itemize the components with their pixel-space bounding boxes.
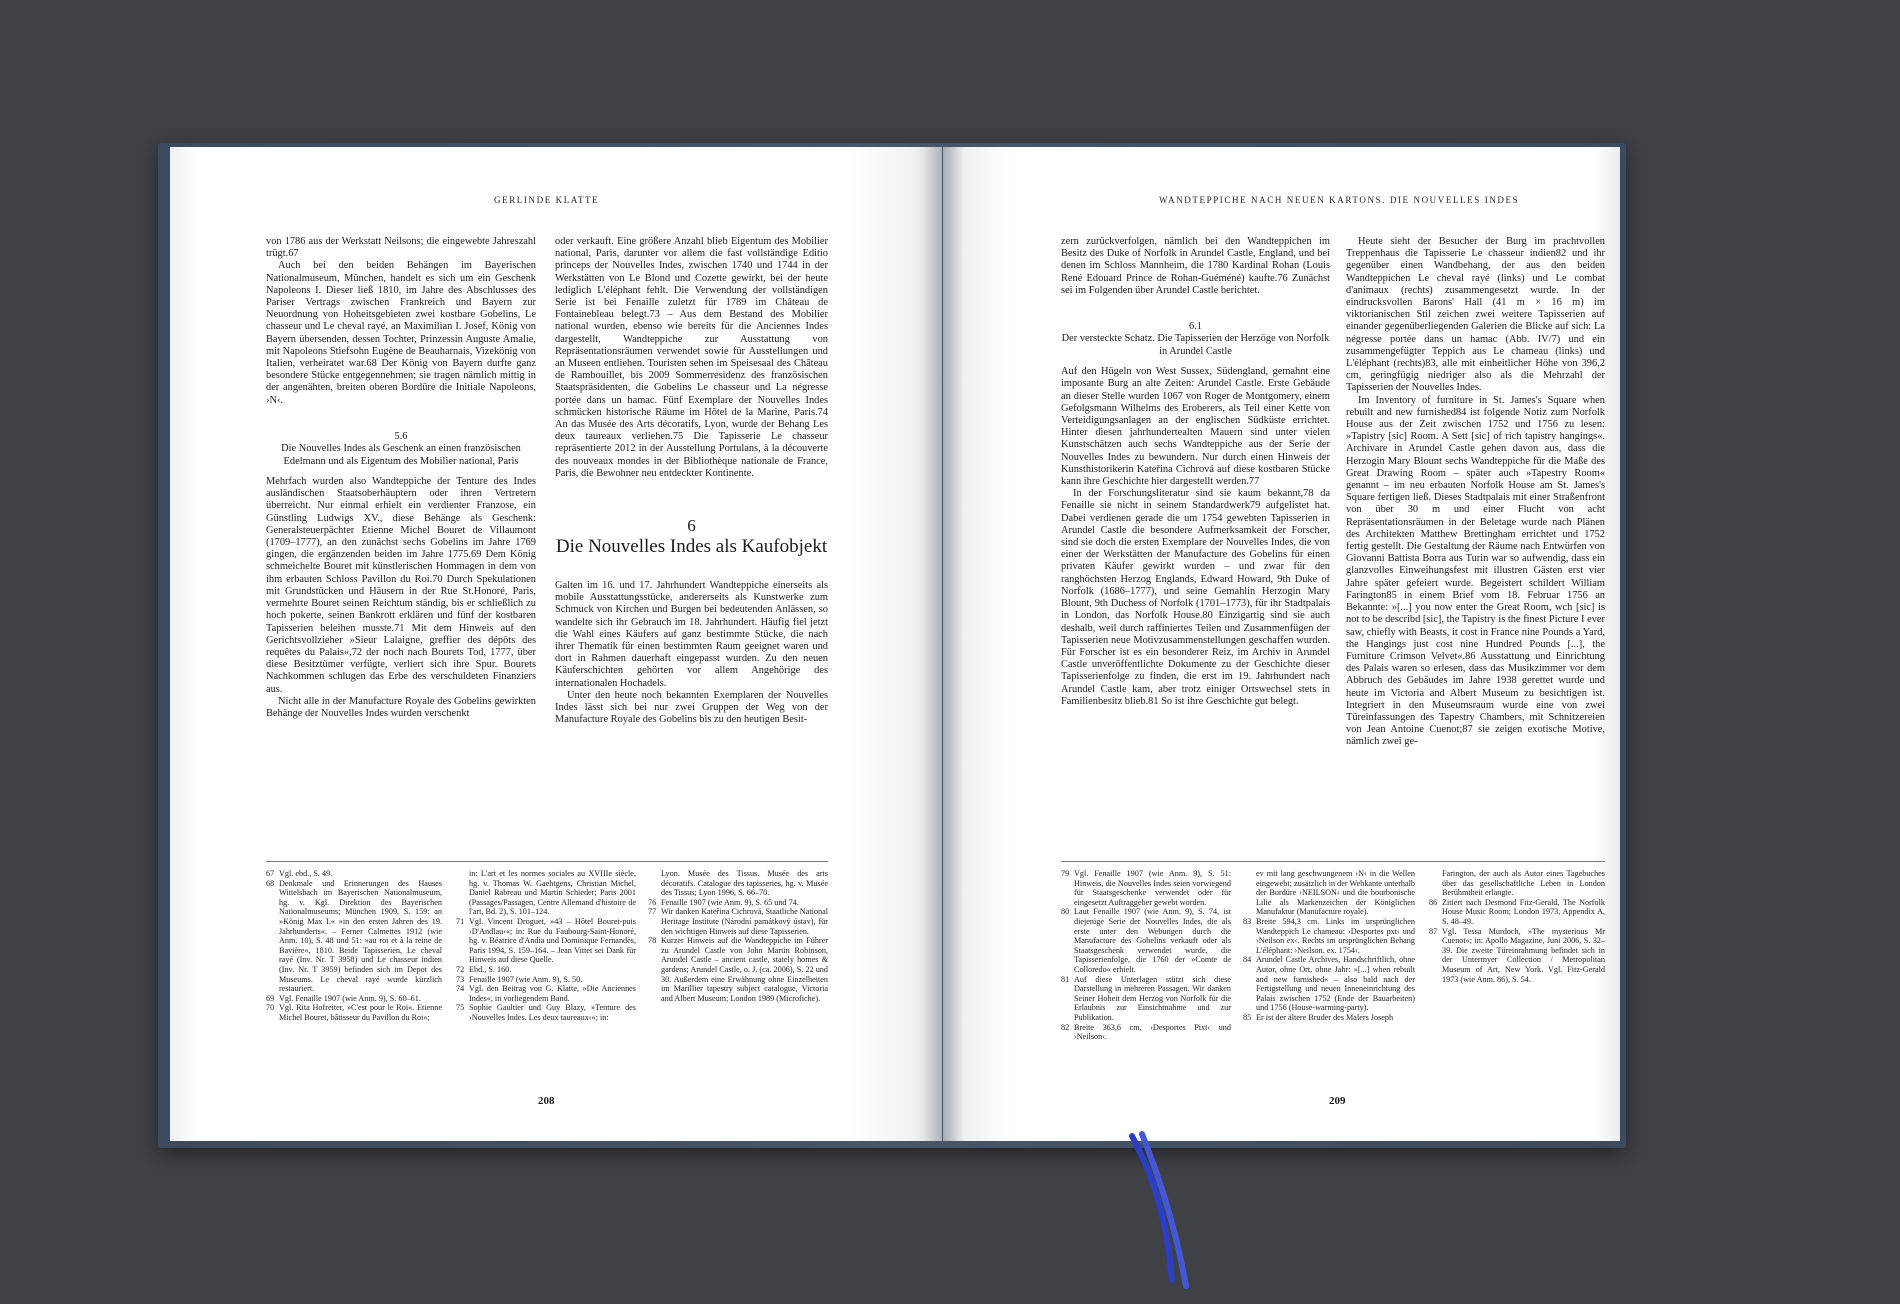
- chapter-title: Die Nouvelles Indes als Kaufobjekt: [555, 536, 828, 558]
- section-title: Der versteckte Schatz. Die Tapisserien der Herzöge von Norfolk in Arundel Castle: [1061, 333, 1330, 357]
- paragraph: Im Inventory of furniture in St. James's Square when rebuilt and new furnished84 ist folgende Notiz zum Norfolk House aus der Zeit zwischen 1752 und 1756 zu lesen: »Tapistry [sic] Room. A Sett [sic] of rich tapistry hangings«. Archivare in Arundel Castle gehen davon aus, dass die Herzogin Mary Blount sechs Wandteppiche für die Maße des Great Drawing Room – später auch »Tapestry Room« genannt – im neu erbauten Norfolk House am St. James's Square fertigen ließ. Dieses Stadtpalais mit einer Straßenfront von über 30 m und einer Flucht von acht Repräsentationsräumen in der Beletage wurde nach Plänen des Architekten Matthew Brettingham errichtet und 1752 fertig gestellt. Die Gestaltung der Räume nach Entwürfen von Giovanni Battista Borra aus Turin war so aufwendig, dass ein glanzvolles Einweihungsfest mit illustren Gästen erst vier Jahre später gefeiert wurde. Begeistert schildert William Farington85 in einem Brief vom 18. Februar 1756 an Bekannte: »[...] you now enter the Great Room, wch [sic] is not to be describd [sic], the Tapistry is the finest Picture I ever saw, chiefly with Beasts, it cost in France nine Pounds a Yard, the Hangings just cost nine Hundred Pounds [...], the Furniture Crimson Velvet«.86 Ausstattung und Einrichtung des Palais waren so erlesen, dass das Musikzimmer vor dem Abbruch des Gebäudes im Jahre 1938 gerettet wurde und heute im Victoria and Albert Museum zu besichtigen ist. Integriert in den Museumsraum wurde eine von zwei Türeinfassungen des Tapestry Chambers, mit Schnitzereien von Jean Antoine Cuenot;87 sie zeigen exotische Motive, nämlich zwei ge-: [1346, 394, 1605, 748]
- footnote: 86 Zitiert nach Desmond Fitz-Gerald, The Norfolk House Music Room; London 1973, Appendix A, S. 48–49.: [1429, 897, 1605, 926]
- footnote-rule: [1061, 861, 1605, 862]
- footnote: 71 Vgl. Vincent Droguet, »43 – Hôtel Bouret-puis ›D'Andlau‹«; in: Rue du Faubourg-Saint-Honoré, hg. v. Béatrice d'Andia und Dominique Fernandès, Paris 1994, S. 159–164. – Jean Vittet sei Dank für Hinweis auf diese Quelle.: [456, 916, 636, 965]
- bookmark-ribbon: [1120, 1130, 1200, 1300]
- footnote: 75 Sophie Gaultier und Guy Blazy, »Tenture des ›Nouvelles Indes. Les deux taureaux‹«; in:: [456, 1003, 636, 1022]
- text-column: [1061, 236, 1330, 708]
- footnote-column: [266, 869, 442, 1023]
- paragraph: Galten im 16. und 17. Jahrhundert Wandteppiche einerseits als mobile Ausstattungsstücke, andererseits als Kunstwerke zum Schmuck von Kirchen und Burgen bei bedeutenden Anlässen, so wandelte sich ihr Gebrauch im 18. Jahrhundert. Häufig fiel jetzt die Wahl eines Käufers auf ganz bestimmte Stücke, die nach ihrer Thematik für einen bestimmten Raum geeignet waren und dort in Rahmen dauerhaft eingepasst wurden. Zu den neuen Käuferschichten gehörten vor allem Angehörige des internationalen Hochadels.: [555, 580, 828, 689]
- footnote-column: [456, 869, 636, 1023]
- running-head: WANDTEPPICHE NACH NEUEN KARTONS. DIE NOUVELLES INDES: [1159, 195, 1520, 205]
- footnote-column: [648, 869, 828, 1003]
- footnote: 79 Vgl. Fenaille 1907 (wie Anm. 9), S. 51: Hinweis, die Nouvelles Indes seien vorwiegend für Staatsgeschenke verwendet oder für eingesetzt Auftraggeber gewebt worden.: [1061, 869, 1231, 907]
- footnote: 67 Vgl. ebd., S. 49.: [266, 869, 333, 878]
- paragraph: Auch bei den beiden Behängen im Bayerischen Nationalmuseum, München, handelt es sich um ein Geschenk Napoleons I. Dieser ließ 1810, im Jahre des Abschlusses des Pariser Vertrags zwischen Frankreich und Bayern zur Neuordnung von Hoheitsgebieten zwei kostbare Gobelins, Le chasseur und Le cheval rayé, an Maximilian I. Josef, König von Bayern übersenden, dessen Tochter, Prinzessin Auguste Amalie, mit Napoleons Stiefsohn Eugène de Beauharnais, Vizekönig von Italien, verheiratet war.68 Der König von Bayern durfte ganz besondere Stücke entgegennehmen; sie tragen nämlich mittig in der angenähten, breiten oberen Bordüre die Initiale Napoleons, ›N‹.: [266, 260, 536, 406]
- page-number: 208: [538, 1095, 555, 1107]
- footnote: 76 Fenaille 1907 (wie Anm. 9), S. 65 und 74.: [648, 897, 799, 907]
- text-column: [266, 236, 536, 720]
- footnote: 69 Vgl. Fenaille 1907 (wie Anm. 9), S. 60–61.: [266, 993, 421, 1003]
- footnote-rule: [266, 861, 828, 862]
- paragraph: zern zurückverfolgen, nämlich bei den Wandteppichen im Besitz des Duke of Norfolk in Arundel Castle, England, und bei denen im Schloss Mannheim, die 1780 Kardinal Rohan (Louis René Edouard Prince de Rohan-Guéméné) kaufte.76 Zunächst sei im Folgenden über Arundel Castle berichtet.: [1061, 236, 1330, 296]
- footnote: Lyon. Musée des Tissus. Musée des arts décoratifs. Catalogue des tapisseries, hg. v. Musée des Tissus; Lyon 1996, S. 66–70.: [661, 869, 828, 898]
- footnote: ev mit lang geschwungenem ›N‹ in die Wellen eingewebt; zusätzlich in der Webkante unterhalb der Bordüre ›NEILSON‹ und die bourbonische Lilie als Markenzeichen der Königlichen Manufaktur (Manufacture royale).: [1256, 869, 1416, 917]
- chapter-heading: [555, 516, 828, 558]
- footnote: 85 Er ist der ältere Bruder des Malers Joseph: [1243, 1012, 1394, 1022]
- footnote: 80 Laut Fenaille 1907 (wie Anm. 9), S. 74, ist diejenige Serie der Nouvelles Indes, die als erste unter den Webungen durch die Manufacture des Gobelins verkauft oder als Staatsgeschenk verwendet wurde, die Tapisserienfolge, die 1760 der »Comte de Colloredo« erhielt.: [1061, 907, 1231, 974]
- paragraph: Nicht alle in der Manufacture Royale des Gobelins gewirkten Behänge der Nouvelles Indes wurden verschenkt: [266, 695, 536, 719]
- paragraph: Unter den heute noch bekannten Exemplaren der Nouvelles Indes lässt sich bei nur zwei Gruppen der Weg von der Manufacture Royale des Gobelins bis zu den heutigen Besit-: [555, 689, 828, 726]
- section-title: Die Nouvelles Indes als Geschenk an einen französischen Edelmann und als Eigentum des Mobilier national, Paris: [281, 443, 521, 467]
- footnote: 73 Fenaille 1907 (wie Anm. 9), S. 50.: [456, 974, 583, 984]
- footnote: 74 Vgl. den Beitrag von G. Klatte, »Die Anciennes Indes«, in vorliegendem Band.: [456, 984, 636, 1003]
- paragraph: Heute sieht der Besucher der Burg im prachtvollen Treppenhaus die Tapisserie Le chasseur indien82 und ihr gegenüber einen Wandbehang, der aus den beiden Wandteppichen Le cheval rayé (links) und Le combat d'animaux (rechts) zusammengesetzt wurde. In der eindrucksvollen Barons' Hall (41 m × 16 m) im viktorianischen Stil zeichen zwei weitere Tapisserien auf einander gegenüberliegenden Galerien die Blicke auf sich: La négresse portée dans un hamac (Abb. IV/7) und ein zusammengefügter Teppich aus Le chameau (links) und L'éléphant (rechts)83, alle mit einheitlicher Höhe von 396,2 cm, geringfügig niedriger also als die Mehrzahl der Tapisserien der Nouvelles Indes.: [1346, 236, 1605, 394]
- footnote: 83 Breite 594,3 cm. Links im ursprünglichen Wandteppich Le chameau: ›Desportes pxt‹ und ›Neilson ex‹. Rechts im ursprünglichen Behang L'éléphant: ›Neilson. ex. 1754‹.: [1243, 916, 1415, 955]
- left-page: [170, 147, 942, 1141]
- paragraph: Mehrfach wurden also Wandteppiche der Tenture des Indes ausländischen Staatsoberhäuptern oder ihren Vertretern überreicht. Nur einmal erhielt ein verdienter Franzose, ein Günstling Ludwigs XV., diese Behänge als Geschenk: Generalsteuerpächter Etienne Michel Bouret de Villaumont (1709–1777), an den zunächst sechs Gobelins im Jahre 1769 gingen, die ergänzenden beiden im Jahre 1775.69 Dem König schmeichelte Bouret mit künstlerischen Hommagen in dem von ihm erbauten Schloss Pavillon du Roi.70 Durch Spekulationen mit Grundstücken und Häusern in der Rue St.Honoré, Paris, vermehrte Bouret seinen Reichtum ständig, bis er schließlich zu hoch pokerte, seinen Bankrott erklären und fünf der kostbaren Tapisserien beleihen musste.71 Mit dem Hinweis auf den Gerichtsvollzieher »Sieur Lalaigne, greffier des dépôts des requêtes du Palais«,72 der noch nach Bourets Tod, 1777, über diese Besitztümer verfügte, verliert sich ihre Spur. Bourets Nachkommen schlugen das Erbe des verschuldeten Finanziers aus.: [266, 476, 536, 695]
- footnote: 87 Vgl. Tessa Murdoch, »The mysterious Mr Cuenot«; in: Apollo Magazine, Juni 2006, S. 32–39. Die zweite Türeinrahmung befindet sich in der Untermyer Collection / Metropolitan Museum of Art, New York. Vgl. Fitz-Gerald 1973 (wie Anm. 86), S. 54.: [1429, 926, 1605, 984]
- paragraph: von 1786 aus der Werkstatt Neilsons; die eingewebte Jahreszahl trügt.67: [266, 236, 536, 260]
- section-heading: [266, 431, 536, 468]
- text-column: [555, 236, 828, 727]
- footnote: 72 Ebd., S. 160.: [456, 964, 512, 974]
- footnote-column: [1429, 869, 1605, 984]
- footnote: 77 Wir danken Kateřina Cichrová, Staatliche National Heritage Institute (Národní památkový ústav), für den wichtigen Hinweis auf diese Tapisserien.: [648, 907, 828, 936]
- text-column: [1346, 236, 1605, 749]
- footnote: 78 Kurzer Hinweis auf die Wandteppiche im Führer zu Arundel Castle von John Martin Robinson, Arundel Castle – ancient castle, stately homes & gardens; Arundel Castle, o. J. (ca. 2006), S. 22 und 30. Außerdem eine Erwähnung ohne Einzelheiten im Marillier tapestry subject catalogue, Victoria and Albert Museum; London 1989 (Microfiche).: [648, 936, 828, 1003]
- footnote: in: L'art et les normes sociales au XVIIIe siècle, hg. v. Thomas W. Gaehtgens, Christian Michel, Daniel Rabreau und Martin Schieder; Paris 2001 (Passages/Passagen, Centre Allemand d'histoire de l'art, Bd. 2), S. 101–124.: [469, 869, 636, 917]
- footnote: 84 Arundel Castle Archives, Handschriftlich, ohne Autor, ohne Ort, ohne Jahr: »[...] when rebuilt and new furnished« – also bald nach der Fertigstellung und neuen Inneneinrichtung des Palais zwischen 1752 (Ende der Bauarbeiten) und 1756 (House-warming-party).: [1243, 955, 1415, 1013]
- section-number: 5.6: [394, 430, 408, 442]
- page-number: 209: [1329, 1095, 1346, 1107]
- footnote: 70 Vgl. Rita Hofreiter, »C'est pour le Roi«. Etienne Michel Bouret, bâtisseur du Pavillon du Roi«;: [266, 1003, 442, 1022]
- footnote-column: [1061, 869, 1231, 1042]
- footnote: 68 Denkmale und Erinnerungen des Hauses Wittelsbach im Bayerischen Nationalmuseum, hg. v. Kgl. Direktion des Bayerischen Nationalmuseums; München 1909, S. 159: an »König Max I.« »in den ersten Jahren des 19. Jahrhunderts«. – Ferner Calmettes 1912 (wie Anm. 10), S. 48 und 51: »au roi et à la reine de Bavière«, 1810. Beide Tapisserien, Le cheval rayé (Inv. Nr. T 3958) und Le chasseur indien (Inv. Nr. T 3959) befinden sich im Depot des Museums. Le cheval rayé wurde kürzlich restauriert.: [266, 878, 442, 994]
- paragraph: Auf den Hügeln von West Sussex, Südengland, gemahnt eine imposante Burg an alte Zeiten: Arundel Castle. Erste Gebäude an dieser Stelle wurden 1067 von Roger de Montgomery, einem Gefolgsmann Wilhelms des Eroberers, als Teil einer Kette von Verteidigungsanlagen an der englischen Südküste errichtet. Hinter diesen jahrhundertealten Mauern sind unter vielen Kunstschätzen auch sechs Wandteppiche aus der Serie der Nouvelles Indes zu bewundern. Nur durch einen Hinweis der Kunsthistorikerin Kateřina Cichrová auf diese kostbaren Stücke kann ihre Geschichte hier dargestellt werden.77: [1061, 366, 1330, 488]
- footnote-column: [1243, 869, 1415, 1023]
- footnote: 82 Breite 363,6 cm, ›Desportes Pixt‹ und ›Neilson‹.: [1061, 1022, 1231, 1042]
- running-head: GERLINDE KLATTE: [494, 195, 600, 205]
- right-page: [943, 147, 1620, 1141]
- paragraph: oder verkauft. Eine größere Anzahl blieb Eigentum des Mobilier national, Paris, darunter vor allem die fast vollständige Editio princeps der Nouvelles Indes, zwischen 1740 und 1744 in der Werkstätten von Le Blond und Cozette gewirkt, bei der heute lediglich L'éléphant fehlt. Die Verwendung der vollständigen Serie ist bei Fenaille zuletzt für 1789 im Château de Fontainebleau belegt.73 – Aus dem Bestand des Mobilier national wurden, ebenso wie bereits für die Anciennes Indes dargestellt, Wandteppiche zur Ausstattung von Repräsentationsräumen verwendet sowie für Ausstellungen und an Museen entliehen. Touristen sehen im Speisesaal des Château de Rambouillet, bis 2009 Sommerresidenz des französischen Staatspräsidenten, die Gobelins Le chasseur und La négresse portée dans un hamac. Fünf Exemplare der Nouvelles Indes schmücken historische Räume im Hôtel de la Marine, Paris.74 An das Musée des Arts décoratifs, Lyon, wurde der Behang Les deux taureaux verliehen.75 Die Tapisserie Le chasseur repräsentierte 2012 in der Ausstellung Portulans, à la découverte des nouveaux mondes in der Bibliothèque nationale de France, Paris, die Bewohner neu entdeckter Kontinente.: [555, 236, 828, 479]
- chapter-number: 6: [687, 516, 696, 536]
- section-heading: [1061, 321, 1330, 358]
- footnote: 81 Auf diese Unterlagen stützt sich diese Darstellung in mehreren Passagen. Wir danken Seiner Hoheit dem Herzog von Norfolk für die Erlaubnis zur Einsichtnahme und zur Publikation.: [1061, 974, 1231, 1022]
- footnote: Farington, der auch als Autor eines Tagebuches über das gesellschaftliche Leben in London Berühmtheit erlangte.: [1442, 869, 1605, 898]
- section-number: 6.1: [1189, 321, 1202, 333]
- paragraph: In der Forschungsliteratur sind sie kaum bekannt,78 da Fenaille sie nicht in seinem Standardwerk79 aufgelistet hat. Dabei verdienen gerade die um 1754 gewebten Tapisserien in Arundel Castle die besondere Aufmerksamkeit der Forscher, sind sie doch die ersten Exemplare der Nouvelles Indes, die von einer der Werkstätten der Manufacture des Gobelins für einen privaten Käufer gewirkt wurden – und zwar für den ranghöchsten Herzog Englands, Edward Howard, 9th Duke of Norfolk (1686–1777), und seine Gemahlin Herzogin Mary Blount, 9th Duchess of Norfolk (1701–1773), für ihr Stadtpalais in London, das Norfolk House.80 Einzigartig sind sie auch deshalb, weil durch raffiniertes Teilen und Zusammenfügen der Tapisserien neue Motivzusammenstellungen geschaffen wurden. Für Forscher ist es ein besonderer Reiz, im Archiv in Arundel Castle unveröffentlichte Dokumente zu der Geschichte dieser Tapisserienfolge zu finden, die erst im 19. Jahrhundert nach Arundel Castle kam, aber trotz einiger Ortswechsel stets in Familienbesitz blieb.81 So ist ihre Geschichte gut belegt.: [1061, 488, 1330, 707]
